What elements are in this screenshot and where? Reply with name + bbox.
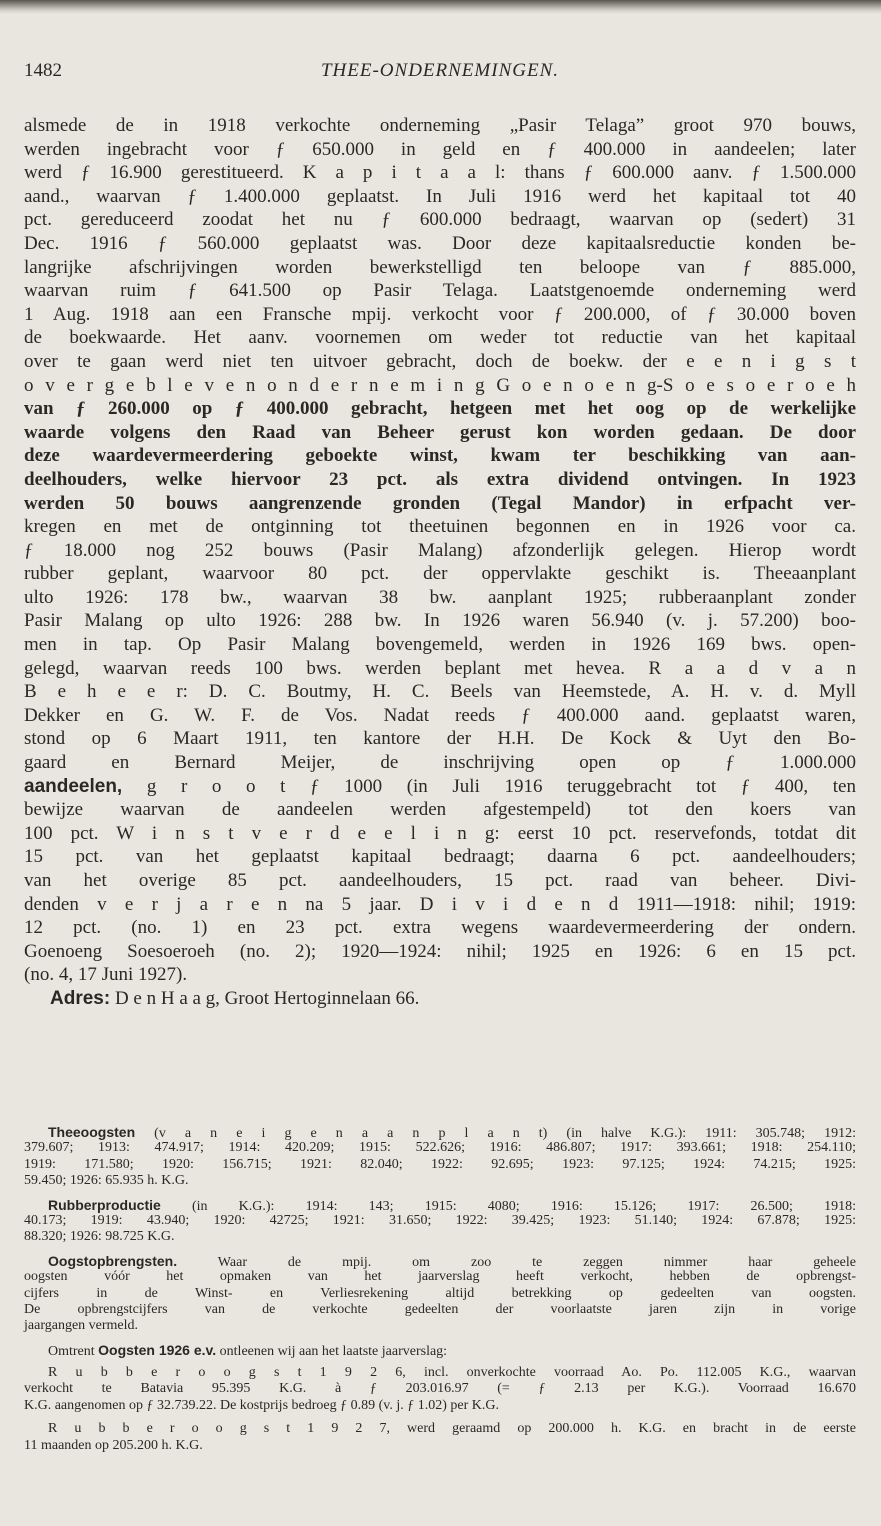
text-line (24, 1157, 856, 1173)
aandeelen-line (24, 775, 856, 799)
text-line: werden ingebracht voor ƒ 650.000 in geld en ƒ 400.000 in aandeelen; later (24, 138, 856, 160)
body-lines (24, 114, 856, 775)
line-text: oogsten vóór het opmaken van het jaarverslag heeft verkocht, hebben de opbrengst- (24, 1269, 856, 1285)
running-title: THEE-ONDERNEMINGEN. (320, 60, 559, 81)
text-line: de boekwaarde. Het aanv. voornemen om weder tot reductie van het kapitaal (24, 327, 856, 349)
harvest-paragraph (24, 1342, 856, 1358)
text-line: langrijke afschrijvingen worden bewerkstelligd ten beloope van ƒ 885.000, (24, 256, 856, 278)
harvest-paragraph (24, 1124, 856, 1190)
aandeelen-lead: aandeelen, (24, 775, 123, 797)
paragraph-lead: Oogsten 1926 e.v. (98, 1341, 217, 1358)
paragraph-gap (24, 1414, 856, 1421)
line-text: 88.320; 1926: 98.725 K.G. (24, 1229, 175, 1245)
paragraph-gap (24, 1358, 856, 1365)
text-line: Goenoeng Soesoeroeh (no. 2); 1920—1924: nihil; 1925 en 1926: 6 en 15 pct. (24, 940, 856, 962)
text-line: werd ƒ 16.900 gerestitueerd. K a p i t a a l: thans ƒ 600.000 aanv. ƒ 1.500.000 (24, 162, 856, 184)
paragraph-lead: Rubberproductie (48, 1196, 161, 1213)
text-line: waarvan ruim ƒ 641.500 op Pasir Telaga. Laatstgenoemde onderneming werd (24, 280, 856, 302)
text-line: denden v e r j a r e n na 5 jaar. D i v i d e n d 1911—1918: nihil; 1919: (24, 893, 856, 915)
line-text: (v a n e i g e n a a n p l a n t) (in halve K.G.): 1911: 305.748; 1912: (135, 1126, 856, 1141)
paragraph-gap (24, 1190, 856, 1197)
text-line: o v e r g e b l e v e n o n d e r n e m i n g G o e n o e n g-S o e s o e r o e h (24, 374, 856, 396)
text-line: 1 Aug. 1918 aan een Fransche mpij. verkocht voor ƒ 200.000, of ƒ 30.000 boven (24, 303, 856, 325)
text-line: deelhouders, welke hiervoor 23 pct. als extra dividend ontvingen. In 1923 (24, 468, 856, 490)
text-line: over te gaan werd niet ten uitvoer gebracht, doch de boekw. der e e n i g s t (24, 350, 856, 372)
line-text: ontleenen wij aan het laatste jaarverslag: (216, 1343, 448, 1359)
text-line (24, 1124, 856, 1140)
text-line (24, 1253, 856, 1269)
main-text-block (24, 114, 856, 1011)
paragraph-lead: Oogstopbrengsten. (48, 1252, 178, 1269)
text-line (24, 1197, 856, 1213)
text-line: waarde volgens den Raad van Beheer gerust kon worden gedaan. De door (24, 421, 856, 443)
text-line: 12 pct. (no. 1) en 23 pct. extra wegens waardevermeerdering der ondern. (24, 917, 856, 939)
paragraph-gap (24, 1335, 856, 1342)
text-line: aand., waarvan ƒ 1.400.000 geplaatst. In Juli 1916 werd het kapitaal tot 40 (24, 185, 856, 207)
text-line (24, 1140, 856, 1156)
adres-rest: D e n H a a g, Groot Hertoginnelaan 66. (110, 987, 420, 1009)
line-text: verkocht te Batavia 95.395 K.G. à ƒ 203.016.97 (= ƒ 2.13 per K.G.). Voorraad 16.670 (24, 1381, 856, 1397)
text-line (24, 1438, 856, 1454)
text-line (24, 1342, 856, 1358)
line-text: jaargangen vermeld. (24, 1318, 139, 1334)
line-text: 379.607; 1913: 474.917; 1914: 420.209; 1915: 522.626; 1916: 486.807; 1917: 393.661; 1918: 254.110; (24, 1140, 856, 1156)
text-line: (no. 4, 17 Juni 1927). (24, 964, 188, 986)
text-line (24, 1229, 856, 1245)
harvest-paragraph (24, 1365, 856, 1414)
page-header (24, 60, 856, 90)
paragraph-lead: Theeoogsten (48, 1124, 136, 1140)
text-line: werden 50 bouws aangrenzende gronden (Tegal Mandor) in erfpacht ver- (24, 492, 856, 514)
text-line (24, 1398, 856, 1414)
text-line (24, 1269, 856, 1285)
line-text: 1919: 171.580; 1920: 156.715; 1921: 82.040; 1922: 92.695; 1923: 97.125; 1924: 74.215; 1925: (24, 1156, 856, 1172)
text-line: bewijze waarvan de aandeelen werden afgestempeld) tot den koers van (24, 799, 856, 821)
text-line (24, 1302, 856, 1318)
body-lines-2 (24, 798, 856, 987)
aandeelen-rest: g r o o t ƒ 1000 (in Juli 1916 teruggebracht tot ƒ 400, ten (122, 775, 856, 797)
adres-line (24, 987, 856, 1011)
line-text: K.G. aangenomen op ƒ 32.739.22. De kostprijs bedroeg ƒ 0.89 (v. j. ƒ 1.02) per K.G. (24, 1397, 500, 1413)
text-line (24, 1421, 856, 1437)
text-line: alsmede de in 1918 verkochte onderneming „Pasir Telaga” groot 970 bouws, (24, 115, 856, 136)
text-line: gaard en Bernard Meijer, de inschrijving open op ƒ 1.000.000 (24, 752, 856, 774)
text-line: B e h e e r: D. C. Boutmy, H. C. Beels van Heemstede, A. H. v. d. Myll (24, 681, 856, 703)
text-line: gelegd, waarvan reeds 100 bws. werden beplant met hevea. R a a d v a n (24, 657, 856, 679)
text-line: Dekker en G. W. F. de Vos. Nadat reeds ƒ 400.000 aand. geplaatst waren, (24, 704, 856, 726)
line-text: cijfers in de Winst- en Verliesrekening altijd betrekking op gedeelten van oogsten. (24, 1285, 856, 1301)
adres-lead: Adres: (50, 987, 111, 1009)
line-text: 59.450; 1926: 65.935 h. K.G. (24, 1173, 189, 1189)
text-line: 100 pct. W i n s t v e r d e e l i n g: eerst 10 pct. reservefonds, totdat dit (24, 822, 856, 844)
text-line: ulto 1926: 178 bw., waarvan 38 bw. aanplant 1925; rubberaanplant zonder (24, 586, 856, 608)
text-line: kregen en met de ontginning tot theetuinen begonnen en in 1926 voor ca. (24, 516, 856, 538)
text-line: deze waardevermeerdering geboekte winst, kwam ter beschikking van aan- (24, 445, 856, 467)
text-line (24, 1286, 856, 1302)
text-line: pct. gereduceerd zoodat het nu ƒ 600.000 bedraagt, waarvan op (sedert) 31 (24, 209, 856, 231)
harvest-paragraph (24, 1197, 856, 1246)
text-line: 15 pct. van het geplaatst kapitaal bedraagt; daarna 6 pct. aandeelhouders; (24, 846, 856, 868)
line-text: (in K.G.): 1914: 143; 1915: 4080; 1916: 15.126; 1917: 26.500; 1918: (160, 1198, 856, 1214)
text-line: men in tap. Op Pasir Malang bovengemeld, werden in 1926 169 bws. open- (24, 634, 856, 656)
line-text: 40.173; 1919: 43.940; 1920: 42725; 1921: 31.650; 1922: 39.425; 1923: 51.140; 1924: 67.878; 1925: (24, 1212, 856, 1228)
text-line: van het overige 85 pct. aandeelhouders, 15 pct. raad van beheer. Divi- (24, 870, 856, 891)
line-text: 11 maanden op 205.200 h. K.G. (24, 1437, 203, 1453)
paragraph-gap (24, 1246, 856, 1253)
line-text: R u b b e r o o g s t 1 9 2 6, incl. onverkochte voorraad Ao. Po. 112.005 K.G., waarvan (48, 1365, 856, 1381)
line-text: Waar de mpij. om zoo te zeggen nimmer haar geheele (177, 1254, 856, 1270)
scan-edge-shadow (0, 0, 881, 14)
line-text: R u b b e r o o g s t 1 9 2 7, werd geraamd op 200.000 h. K.G. en bracht in de eerste (48, 1421, 856, 1437)
text-line: Dec. 1916 ƒ 560.000 geplaatst was. Door deze kapitaalsreductie konden be- (24, 232, 856, 254)
text-line: stond op 6 Maart 1911, ten kantore der H.H. De Kock & Uyt den Bo- (24, 728, 856, 750)
text-line (24, 1365, 856, 1381)
harvest-paragraph (24, 1421, 856, 1454)
harvest-paragraph (24, 1253, 856, 1335)
text-line (24, 1173, 856, 1189)
text-line: Pasir Malang op ulto 1926: 288 bw. In 1926 waren 56.940 (v. j. 57.200) boo- (24, 610, 856, 632)
text-line (24, 1213, 856, 1229)
text-line (24, 1318, 856, 1334)
paragraph-prefix: Omtrent (48, 1343, 99, 1359)
page-number: 1482 (24, 60, 62, 81)
text-line (24, 1381, 856, 1397)
harvest-section (24, 1124, 856, 1454)
text-line: rubber geplant, waarvoor 80 pct. der oppervlakte geschikt is. Theeaanplant (24, 563, 856, 585)
text-line: van ƒ 260.000 op ƒ 400.000 gebracht, hetgeen met het oog op de werkelijke (24, 398, 856, 420)
line-text: De opbrengstcijfers van de verkochte gedeelten der voorlaatste jaren zijn in vorige (24, 1301, 856, 1317)
text-line: ƒ 18.000 nog 252 bouws (Pasir Malang) afzonderlijk gelegen. Hierop wordt (24, 539, 856, 561)
